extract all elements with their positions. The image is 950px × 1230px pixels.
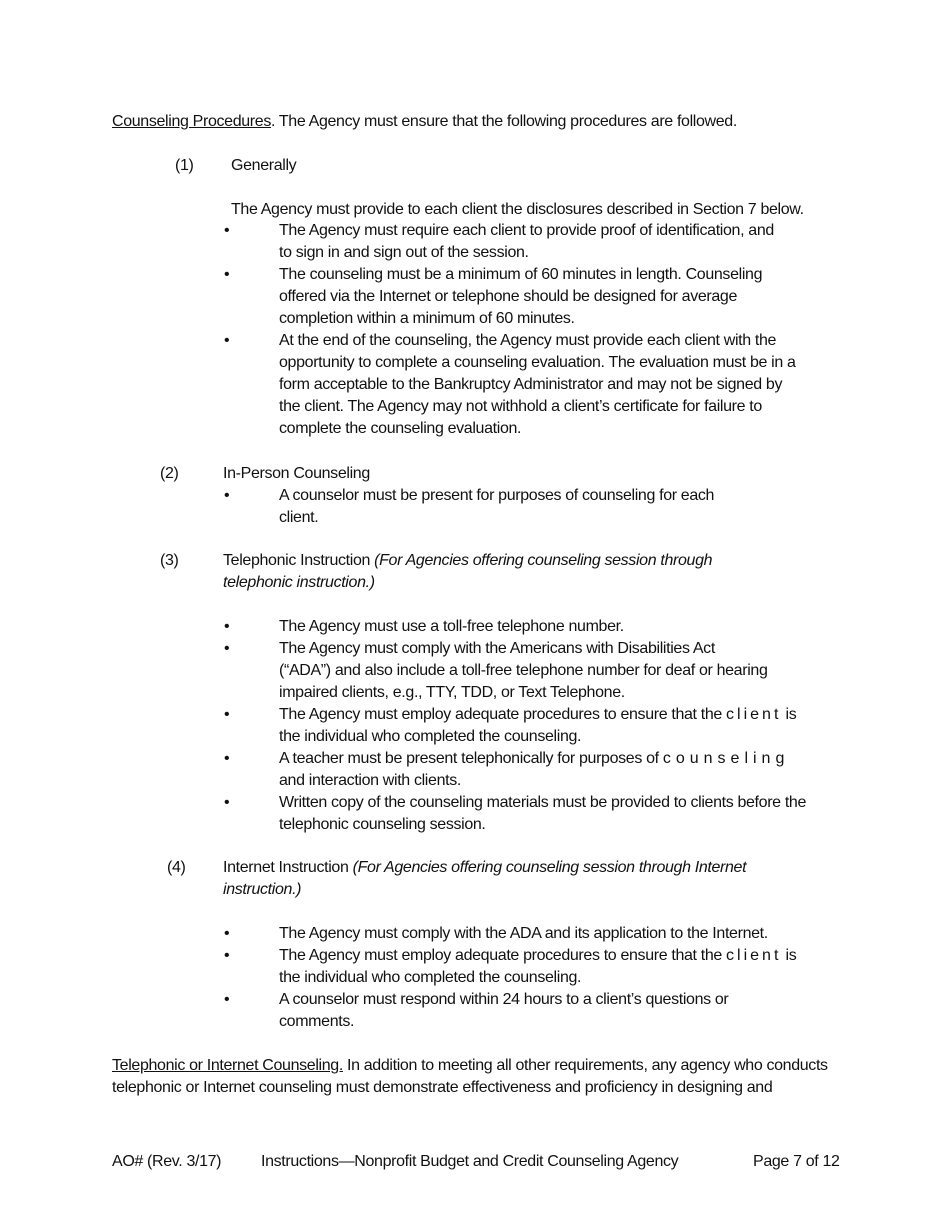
bullet-text: (“ADA”) and also include a toll-free telephone number for deaf or hearing bbox=[279, 662, 768, 679]
bullet-icon: • bbox=[224, 750, 230, 767]
bullet-icon: • bbox=[224, 947, 230, 964]
bullet-icon: • bbox=[224, 706, 230, 723]
bullet-icon: • bbox=[224, 222, 230, 239]
bullet-text: completion within a minimum of 60 minutes. bbox=[279, 310, 575, 327]
bullet-text: A counselor must respond within 24 hours to a client’s questions or bbox=[279, 991, 729, 1008]
bullet-text: comments. bbox=[279, 1013, 355, 1030]
emphasis-word: counseling bbox=[662, 750, 790, 767]
bullet-icon: • bbox=[224, 266, 230, 283]
bullet-text: the individual who completed the counseling. bbox=[279, 728, 582, 745]
section-title: Generally bbox=[231, 157, 297, 174]
section-heading: Counseling Procedures bbox=[112, 113, 271, 130]
emphasis-word: client bbox=[726, 947, 782, 964]
intro-paragraph bbox=[112, 112, 737, 132]
bullet-text: The Agency must use a toll-free telephone number. bbox=[279, 618, 624, 635]
bullet-text: At the end of the counseling, the Agency must provide each client with the bbox=[279, 332, 777, 349]
footer-title: Instructions—Nonprofit Budget and Credit Counseling Agency bbox=[261, 1153, 679, 1170]
closing-text: In addition to meeting all other requirements, any agency who conducts bbox=[342, 1057, 828, 1074]
bullet-icon: • bbox=[224, 487, 230, 504]
intro-text: . The Agency must ensure that the following procedures are followed. bbox=[270, 113, 737, 130]
section-number: (1) bbox=[175, 157, 194, 174]
bullet-text: telephonic counseling session. bbox=[279, 816, 486, 833]
footer-page-number: Page 7 of 12 bbox=[753, 1153, 840, 1170]
section-number: (4) bbox=[167, 859, 186, 876]
section-title: Internet Instruction bbox=[223, 859, 353, 876]
bullet-text: complete the counseling evaluation. bbox=[279, 420, 522, 437]
section-note: telephonic instruction.) bbox=[223, 574, 375, 591]
bullet-text: offered via the Internet or telephone should be designed for average bbox=[279, 288, 738, 305]
emphasis-word: client bbox=[726, 706, 782, 723]
bullet-text: the client. The Agency may not withhold a client’s certificate for failure to bbox=[279, 398, 762, 415]
bullet-text: opportunity to complete a counseling evaluation. The evaluation must be in a bbox=[279, 354, 796, 371]
bullet-text-part: is bbox=[781, 947, 797, 964]
bullet-text: The Agency must comply with the ADA and its application to the Internet. bbox=[279, 925, 768, 942]
bullet-text bbox=[279, 705, 796, 725]
bullet-text: and interaction with clients. bbox=[279, 772, 461, 789]
bullet-text: form acceptable to the Bankruptcy Administrator and may not be signed by bbox=[279, 376, 783, 393]
section-title-line bbox=[223, 551, 712, 571]
bullet-text: impaired clients, e.g., TTY, TDD, or Text Telephone. bbox=[279, 684, 625, 701]
bullet-text: to sign in and sign out of the session. bbox=[279, 244, 529, 261]
bullet-text-part: The Agency must employ adequate procedures to ensure that the bbox=[279, 706, 727, 723]
bullet-icon: • bbox=[224, 925, 230, 942]
section-lead-text: The Agency must provide to each client the disclosures described in Section 7 below. bbox=[231, 201, 804, 218]
bullet-text-part: A teacher must be present telephonically for purposes of bbox=[279, 750, 663, 767]
bullet-text bbox=[279, 749, 789, 769]
section-title: In-Person Counseling bbox=[223, 465, 370, 482]
section-title-line bbox=[223, 858, 746, 878]
bullet-text: The Agency must require each client to provide proof of identification, and bbox=[279, 222, 774, 239]
closing-text: telephonic or Internet counseling must demonstrate effectiveness and proficiency in designing and bbox=[112, 1079, 773, 1096]
bullet-icon: • bbox=[224, 794, 230, 811]
bullet-text: the individual who completed the counseling. bbox=[279, 969, 582, 986]
section-note: (For Agencies offering counseling session through Internet bbox=[352, 859, 747, 876]
bullet-icon: • bbox=[224, 991, 230, 1008]
section-title: Telephonic Instruction bbox=[223, 552, 375, 569]
bullet-text: client. bbox=[279, 509, 319, 526]
bullet-icon: • bbox=[224, 640, 230, 657]
bullet-icon: • bbox=[224, 618, 230, 635]
closing-paragraph bbox=[112, 1056, 828, 1076]
bullet-text: The Agency must comply with the Americans with Disabilities Act bbox=[279, 640, 715, 657]
bullet-icon: • bbox=[224, 332, 230, 349]
bullet-text-part: is bbox=[781, 706, 797, 723]
bullet-text-part: The Agency must employ adequate procedures to ensure that the bbox=[279, 947, 727, 964]
section-number: (2) bbox=[160, 465, 179, 482]
section-heading: Telephonic or Internet Counseling. bbox=[112, 1057, 343, 1074]
footer-form-id: AO# (Rev. 3/17) bbox=[112, 1153, 222, 1170]
bullet-text: A counselor must be present for purposes of counseling for each bbox=[279, 487, 715, 504]
bullet-text: The counseling must be a minimum of 60 minutes in length. Counseling bbox=[279, 266, 763, 283]
section-note: (For Agencies offering counseling session through bbox=[374, 552, 713, 569]
bullet-text bbox=[279, 946, 796, 966]
section-note: instruction.) bbox=[223, 881, 302, 898]
bullet-text: Written copy of the counseling materials must be provided to clients before the bbox=[279, 794, 807, 811]
section-number: (3) bbox=[160, 552, 179, 569]
